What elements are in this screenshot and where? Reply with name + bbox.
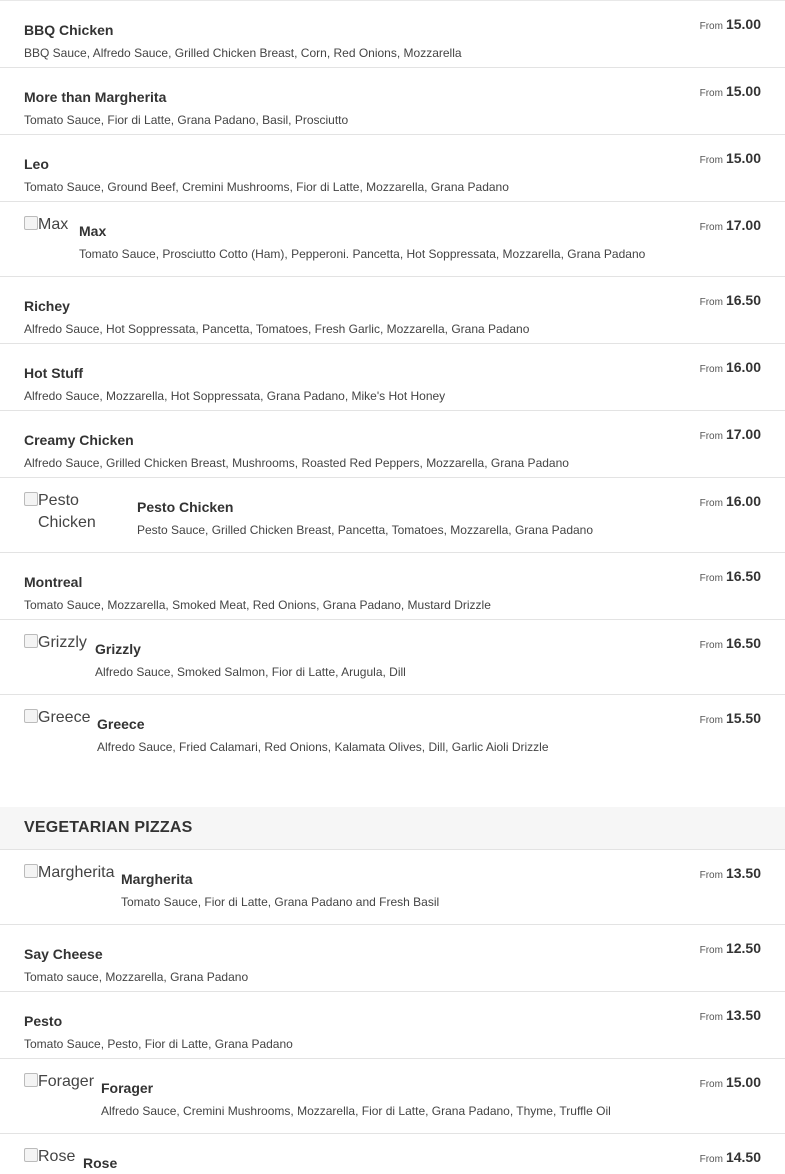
price-amount: 16.50 [725, 568, 761, 584]
menu-item-text [24, 88, 761, 128]
menu-item-description: Tomato Sauce, Pesto, Fior di Latte, Grana Padano [24, 1037, 293, 1051]
menu-item-hot-stuff[interactable] [0, 343, 785, 410]
menu-item-price [700, 634, 761, 655]
menu-item-text [101, 1079, 761, 1119]
menu-item-greece[interactable] [0, 694, 785, 761]
menu-item-description: Alfredo Sauce, Smoked Salmon, Fior di Latte, Arugula, Dill [95, 665, 406, 679]
menu-item-price [700, 291, 761, 312]
menu-item-price [700, 1148, 761, 1169]
pizza-image[interactable] [24, 632, 95, 654]
menu-item-description: Tomato Sauce, Mozzarella, Smoked Meat, Red Onions, Grana Padano, Mustard Drizzle [24, 598, 491, 612]
menu-item-name: Hot Stuff [24, 365, 84, 381]
broken-image-icon [24, 1148, 38, 1162]
menu-item-name: Montreal [24, 574, 83, 590]
price-amount: 15.00 [725, 150, 761, 166]
pizza-image[interactable] [24, 490, 137, 534]
broken-image-icon [24, 216, 38, 230]
pizza-image-alt: Grizzly [38, 634, 87, 651]
menu-item-say-cheese[interactable] [0, 924, 785, 991]
price-amount: 13.50 [725, 865, 761, 881]
broken-image-icon [24, 1073, 38, 1087]
price-from-label: From [699, 945, 723, 956]
menu-item-description: Alfredo Sauce, Hot Soppressata, Pancetta, Tomatoes, Fresh Garlic, Mozzarella, Grana Padano [24, 322, 530, 336]
pizza-image-alt: Greece [38, 709, 91, 726]
section-title: VEGETARIAN PIZZAS [24, 819, 193, 836]
menu-item-description: Alfredo Sauce, Fried Calamari, Red Onions, Kalamata Olives, Dill, Garlic Aioli Drizzle [97, 740, 549, 754]
menu-item-richey[interactable] [0, 276, 785, 343]
menu-item-text [24, 1012, 761, 1052]
menu-item-price [700, 492, 761, 513]
menu-item-name: Pesto [24, 1013, 63, 1029]
menu-item-text [24, 431, 761, 471]
pizza-image[interactable] [24, 862, 121, 884]
menu-item-text [137, 498, 761, 538]
pizza-image[interactable] [24, 1146, 83, 1168]
price-from-label: From [699, 431, 723, 442]
price-amount: 16.00 [725, 359, 761, 375]
menu-item-name: Richey [24, 298, 70, 314]
menu-item-margherita[interactable] [0, 849, 785, 924]
menu-item-price [700, 1073, 761, 1094]
price-from-label: From [699, 155, 723, 166]
pizza-image-alt: Rose [38, 1148, 76, 1165]
menu-item-more-than-margherita[interactable] [0, 67, 785, 134]
menu-item-price [700, 939, 761, 960]
menu-item-text [24, 945, 761, 985]
menu-item-name: More than Margherita [24, 89, 167, 105]
price-from-label: From [699, 1079, 723, 1090]
price-from-label: From [699, 297, 723, 308]
menu-item-description: Tomato Sauce, Ground Beef, Cremini Mushrooms, Fior di Latte, Mozzarella, Grana Padano [24, 180, 509, 194]
price-from-label: From [699, 640, 723, 651]
menu-item-text [83, 1154, 761, 1174]
price-amount: 13.50 [725, 1007, 761, 1023]
menu-item-name: Rose [83, 1155, 118, 1171]
menu-item-name: Greece [97, 716, 145, 732]
menu-item-price [700, 864, 761, 885]
menu-item-text [24, 297, 761, 337]
menu-item-description: Alfredo Sauce, Mozzarella, Hot Soppressata, Grana Padano, Mike's Hot Honey [24, 389, 446, 403]
pizza-image[interactable] [24, 1071, 101, 1093]
menu-item-grizzly[interactable] [0, 619, 785, 694]
menu-item-description: Tomato sauce, Mozzarella, Grana Padano [24, 970, 249, 984]
menu-item-name: BBQ Chicken [24, 22, 114, 38]
menu-item-price [700, 82, 761, 103]
pizza-image[interactable] [24, 214, 79, 236]
menu-item-name: Creamy Chicken [24, 432, 134, 448]
menu-item-leo[interactable] [0, 134, 785, 201]
menu-item-name: Leo [24, 156, 49, 172]
menu-item-price [700, 15, 761, 36]
menu-item-price [700, 709, 761, 730]
menu-item-text [79, 222, 761, 262]
menu-item-text [121, 870, 761, 910]
menu-item-creamy-chicken[interactable] [0, 410, 785, 477]
pizza-image-alt: Margherita [38, 864, 115, 881]
price-from-label: From [699, 573, 723, 584]
price-amount: 16.50 [725, 292, 761, 308]
menu-item-name: Forager [101, 1080, 154, 1096]
menu-item-description: Pesto Sauce, Grilled Chicken Breast, Pancetta, Tomatoes, Mozzarella, Grana Padano [137, 523, 594, 537]
menu-item-description: Tomato Sauce, Fior di Latte, Grana Padano and Fresh Basil [121, 895, 440, 909]
menu-item-description: Tomato Sauce, Fior di Latte, Grana Padano, Basil, Prosciutto [24, 113, 349, 127]
menu-item-price [700, 149, 761, 170]
price-amount: 12.50 [725, 940, 761, 956]
menu-item-forager[interactable] [0, 1058, 785, 1133]
price-from-label: From [699, 870, 723, 881]
menu-item-bbq-chicken[interactable] [0, 0, 785, 67]
menu-item-name: Max [79, 223, 107, 239]
menu-item-pesto-chicken[interactable] [0, 477, 785, 552]
price-amount: 16.50 [725, 635, 761, 651]
section-header-vegetarian [0, 807, 785, 849]
price-amount: 17.00 [725, 217, 761, 233]
price-amount: 15.00 [725, 16, 761, 32]
price-from-label: From [699, 222, 723, 233]
menu-item-text [95, 640, 761, 680]
menu-item-name: Grizzly [95, 641, 141, 657]
section-spacer [0, 761, 785, 807]
price-from-label: From [699, 715, 723, 726]
pizza-image[interactable] [24, 707, 97, 729]
menu-item-max[interactable] [0, 201, 785, 276]
pizza-image-alt: Max [38, 216, 69, 233]
price-amount: 15.00 [725, 1074, 761, 1090]
price-from-label: From [699, 1154, 723, 1165]
menu-item-name: Pesto Chicken [137, 499, 234, 515]
menu-item-price [700, 1006, 761, 1027]
price-from-label: From [699, 364, 723, 375]
pizza-image-alt: Pesto Chicken [38, 492, 96, 531]
menu-item-description: Tomato Sauce, Prosciutto Cotto (Ham), Pepperoni. Pancetta, Hot Soppressata, Mozzarella, Grana Padano [79, 247, 646, 261]
broken-image-icon [24, 634, 38, 648]
menu-item-description: Alfredo Sauce, Cremini Mushrooms, Mozzarella, Fior di Latte, Grana Padano, Thyme, Truffle Oil [101, 1104, 611, 1118]
menu-item-pesto[interactable] [0, 991, 785, 1058]
price-amount: 14.50 [725, 1149, 761, 1165]
menu-item-name: Margherita [121, 871, 193, 887]
menu-item-text [24, 364, 761, 404]
menu-item-text [24, 573, 761, 613]
price-amount: 17.00 [725, 426, 761, 442]
menu-item-text [97, 715, 761, 755]
menu-item-text [24, 21, 761, 61]
menu-item-price [700, 425, 761, 446]
price-amount: 15.00 [725, 83, 761, 99]
broken-image-icon [24, 709, 38, 723]
broken-image-icon [24, 864, 38, 878]
price-amount: 15.50 [725, 710, 761, 726]
menu-item-text [24, 155, 761, 195]
menu-item-rose[interactable] [0, 1133, 785, 1174]
menu-item-description: Alfredo Sauce, Grilled Chicken Breast, Mushrooms, Roasted Red Peppers, Mozzarella, Grana Padano [24, 456, 569, 470]
price-amount: 16.00 [725, 493, 761, 509]
price-from-label: From [699, 1012, 723, 1023]
pizza-image-alt: Forager [38, 1073, 95, 1090]
price-from-label: From [699, 21, 723, 32]
menu-item-price [700, 358, 761, 379]
menu-item-description: BBQ Sauce, Alfredo Sauce, Grilled Chicken Breast, Corn, Red Onions, Mozzarella [24, 46, 462, 60]
menu-item-montreal[interactable] [0, 552, 785, 619]
menu-item-price [700, 567, 761, 588]
price-from-label: From [699, 88, 723, 99]
menu-item-name: Say Cheese [24, 946, 103, 962]
price-from-label: From [699, 498, 723, 509]
menu-item-price [700, 216, 761, 237]
broken-image-icon [24, 492, 38, 506]
